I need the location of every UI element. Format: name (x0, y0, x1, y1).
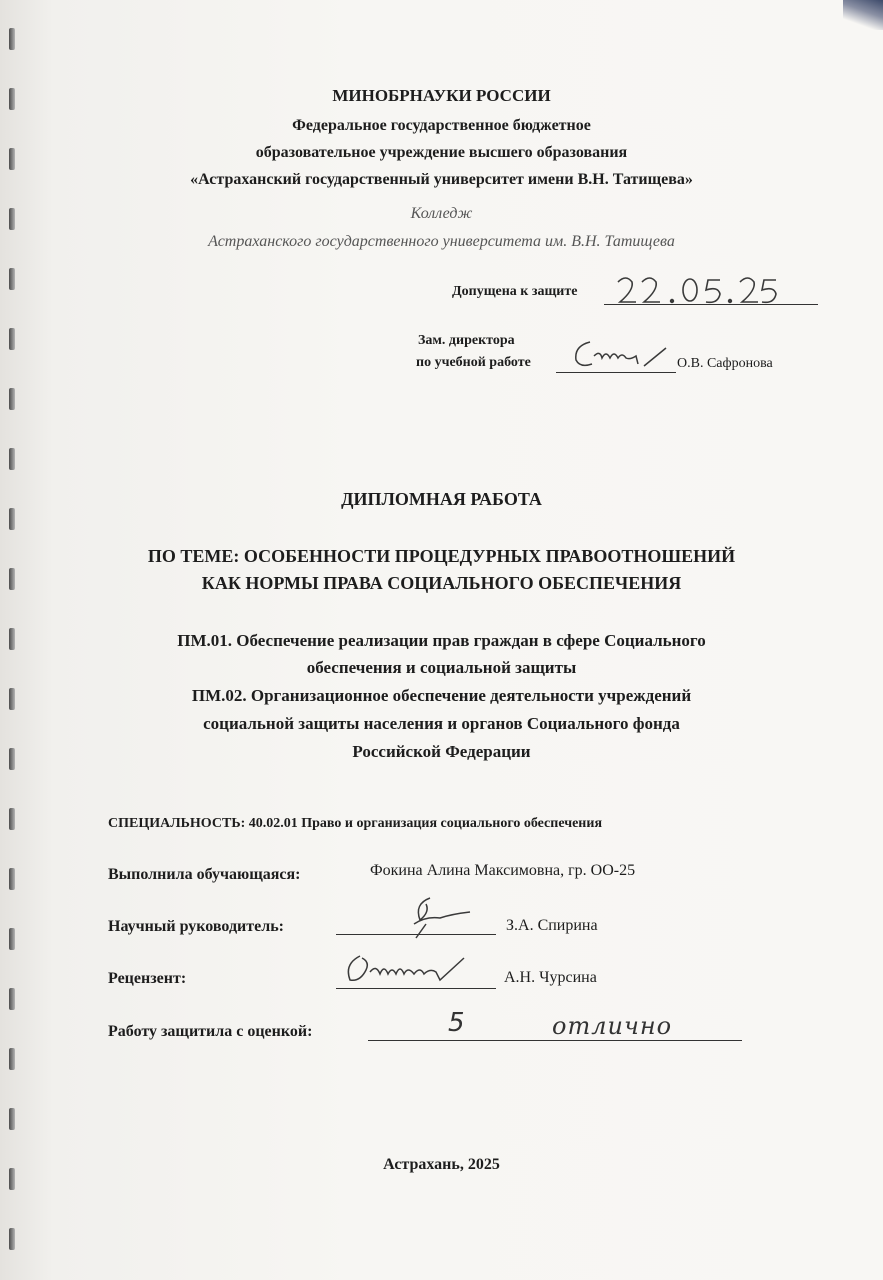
city-year: Астрахань, 2025 (383, 1156, 500, 1173)
reviewer-name: А.Н. Чурсина (504, 969, 597, 986)
deputy-title-line-2: по учебной работе (416, 355, 531, 370)
topic-line-2: КАК НОРМЫ ПРАВА СОЦИАЛЬНОГО ОБЕСПЕЧЕНИЯ (201, 573, 682, 593)
grade-value-handwritten: 5 (448, 1008, 465, 1038)
reviewer-signature (340, 950, 490, 999)
grade-line (368, 1040, 742, 1041)
approval-label: Допущена к защите (452, 284, 578, 299)
module-pm01-line-2: обеспечения и социальной защиты (306, 658, 577, 677)
topic-line-1: ПО ТЕМЕ: ОСОБЕННОСТИ ПРОЦЕДУРНЫХ ПРАВООТНОШЕНИЙ (147, 546, 736, 566)
work-type-title: ДИПЛОМНАЯ РАБОТА (341, 489, 542, 509)
module-pm02-line-2: социальной защиты населения и органов Социального фонда (203, 714, 680, 733)
ministry-name: МИНОБРНАУКИ РОССИИ (332, 86, 551, 105)
institution-line-1: Федеральное государственное бюджетное (292, 117, 591, 134)
student-value: Фокина Алина Максимовна, гр. ОО-25 (370, 862, 636, 879)
institution-line-3: «Астраханский государственный университет имени В.Н. Татищева» (190, 171, 693, 188)
supervisor-name: З.А. Спирина (506, 917, 598, 934)
deputy-title-line-1: Зам. директора (418, 333, 515, 348)
deputy-signature (566, 336, 686, 381)
institution-line-2: образовательное учреждение высшего образования (255, 144, 628, 161)
module-pm01-line-1: ПМ.01. Обеспечение реализации прав граждан в сфере Социального (177, 631, 706, 650)
supervisor-signature (396, 894, 476, 945)
module-pm02-line-1: ПМ.02. Организационное обеспечение деятельности учреждений (191, 686, 692, 705)
page-corner-shadow (843, 0, 883, 30)
specialty: СПЕЦИАЛЬНОСТЬ: 40.02.01 Право и организация социального обеспечения (108, 816, 603, 831)
deputy-name: О.В. Сафронова (677, 356, 773, 371)
approval-date-handwritten (612, 272, 782, 313)
student-label: Выполнила обучающаяся: (108, 866, 301, 883)
supervisor-label: Научный руководитель: (108, 918, 284, 935)
module-pm02-line-3: Российской Федерации (352, 742, 531, 761)
grade-word-handwritten: отлично (552, 1012, 673, 1040)
college-label: Колледж (410, 205, 473, 222)
college-full-name: Астраханского государственного университета им. В.Н. Татищева (208, 233, 675, 250)
grade-label: Работу защитила с оценкой: (108, 1023, 313, 1040)
reviewer-label: Рецензент: (108, 970, 187, 987)
